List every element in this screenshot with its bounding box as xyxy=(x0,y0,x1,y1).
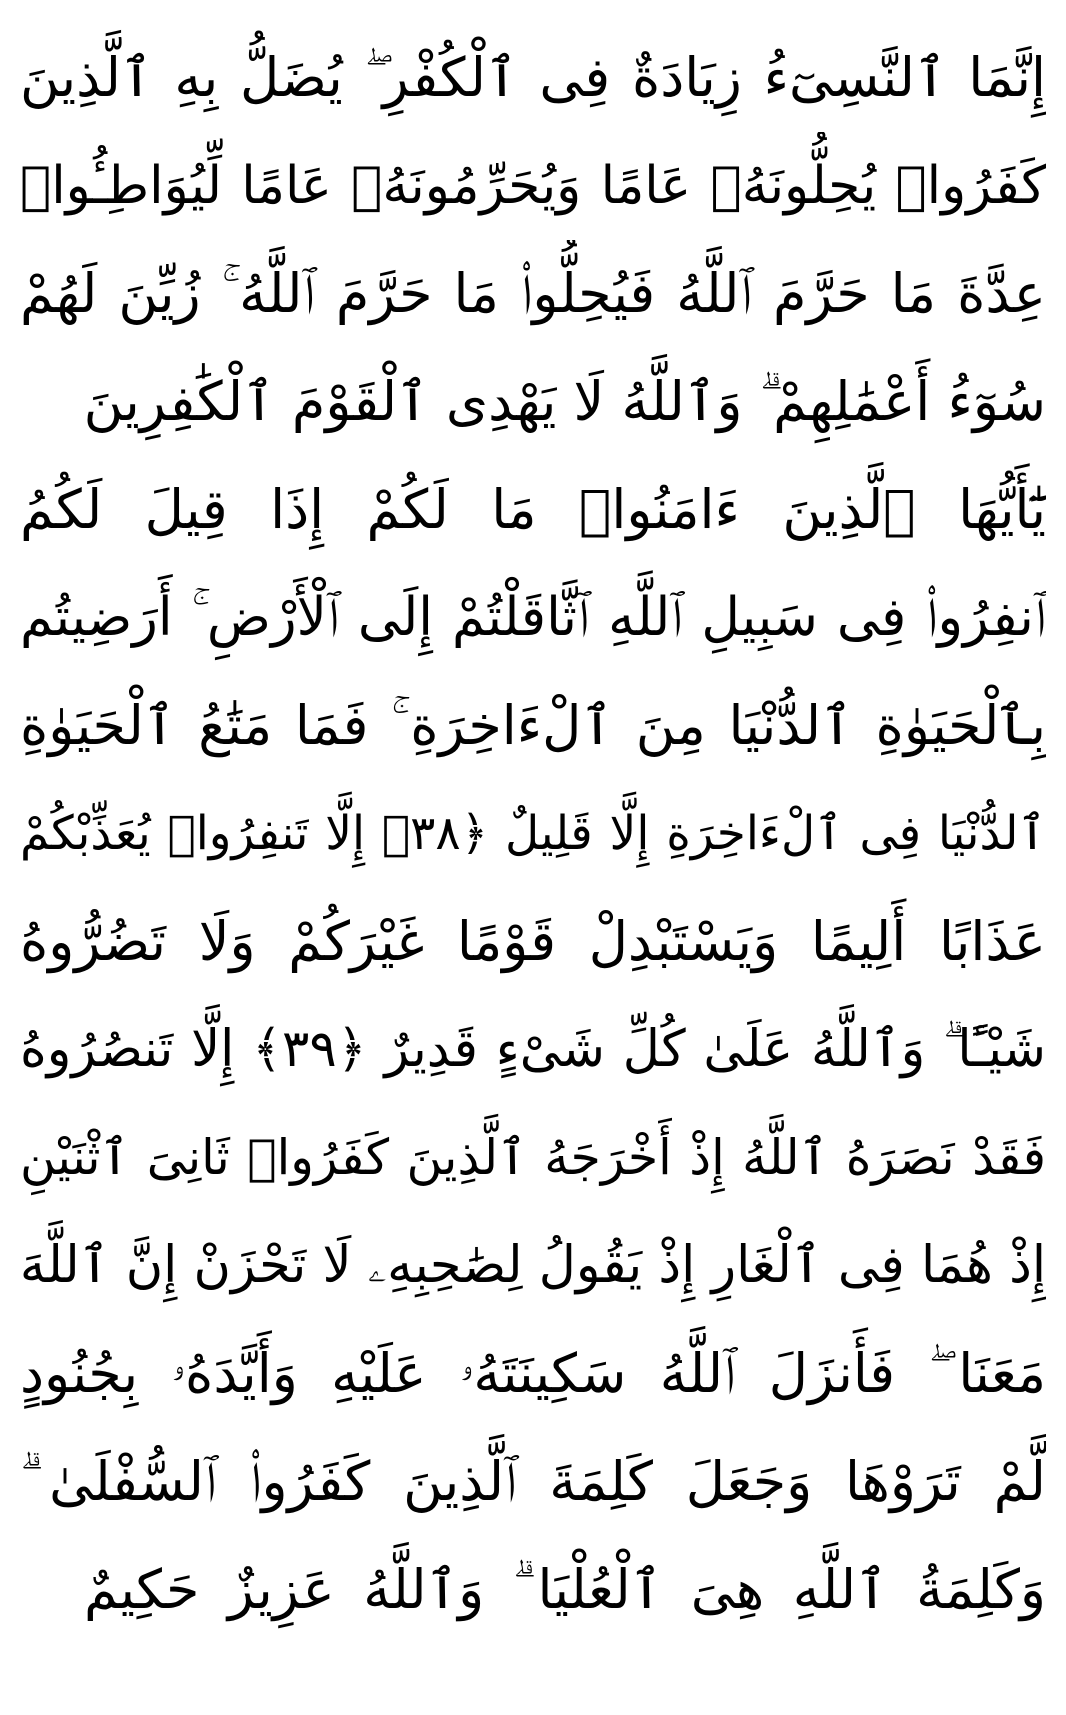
text-line-15: وَكَلِمَةُ ٱللَّهِ هِىَ ٱلْعُلْيَا ۗ وَٱللَّهُ عَزِيزٌ حَكِيمٌ xyxy=(84,1558,1046,1621)
text-line-11: فَقَدْ نَصَرَهُ ٱللَّهُ إِذْ أَخْرَجَهُ ٱلَّذِينَ كَفَرُوا۟ ثَانِىَ ٱثْنَيْنِ xyxy=(20,1129,1046,1186)
text-line-9: عَذَابًا أَلِيمًا وَيَسْتَبْدِلْ قَوْمًا غَيْرَكُمْ وَلَا تَضُرُّوهُ xyxy=(20,910,1046,973)
quran-text-block xyxy=(20,24,1046,1644)
text-line-5: يَٰٓأَيُّهَا ٱلَّذِينَ ءَامَنُوا۟ مَا لَكُمْ إِذَا قِيلَ لَكُمُ xyxy=(20,478,1046,541)
text-line-8: ٱلدُّنْيَا فِى ٱلْءَاخِرَةِ إِلَّا قَلِيلٌ ﴿٣٨﴾ إِلَّا تَنفِرُوا۟ يُعَذِّبْكُمْ xyxy=(20,806,1046,861)
text-line-12: إِذْ هُمَا فِى ٱلْغَارِ إِذْ يَقُولُ لِصَٰحِبِهِۦ لَا تَحْزَنْ إِنَّ ٱللَّهَ xyxy=(20,1236,1046,1295)
text-line-13: مَعَنَا ۖ فَأَنزَلَ ٱللَّهُ سَكِينَتَهُۥ عَلَيْهِ وَأَيَّدَهُۥ بِجُنُودٍ xyxy=(20,1342,1046,1405)
text-line-2: كَفَرُوا۟ يُحِلُّونَهُۥ عَامًا وَيُحَرِّمُونَهُۥ عَامًا لِّيُوَاطِـُٔوا۟ xyxy=(20,156,1046,216)
text-line-7: بِٱلْحَيَوٰةِ ٱلدُّنْيَا مِنَ ٱلْءَاخِرَةِ ۚ فَمَا مَتَٰعُ ٱلْحَيَوٰةِ xyxy=(20,694,1046,757)
text-line-1: إِنَّمَا ٱلنَّسِىٓءُ زِيَادَةٌ فِى ٱلْكُفْرِ ۖ يُضَلُّ بِهِ ٱلَّذِينَ xyxy=(20,46,1046,109)
text-line-10: شَيْـًٔا ۗ وَٱللَّهُ عَلَىٰ كُلِّ شَىْءٍ قَدِيرٌ ﴿٣٩﴾ إِلَّا تَنصُرُوهُ xyxy=(20,1020,1046,1079)
text-line-6: ٱنفِرُوا۟ فِى سَبِيلِ ٱللَّهِ ٱثَّاقَلْتُمْ إِلَى ٱلْأَرْضِ ۚ أَرَضِيتُم xyxy=(20,587,1046,648)
text-line-4: سُوٓءُ أَعْمَٰلِهِمْ ۗ وَٱللَّهُ لَا يَهْدِى ٱلْقَوْمَ ٱلْكَٰفِرِينَ xyxy=(83,370,1046,433)
text-line-14: لَّمْ تَرَوْهَا وَجَعَلَ كَلِمَةَ ٱلَّذِينَ كَفَرُوا۟ ٱلسُّفْلَىٰ ۗ xyxy=(20,1450,1046,1513)
text-line-3: عِدَّةَ مَا حَرَّمَ ٱللَّهُ فَيُحِلُّوا۟ مَا حَرَّمَ ٱللَّهُ ۚ زُيِّنَ لَهُمْ xyxy=(20,262,1046,325)
